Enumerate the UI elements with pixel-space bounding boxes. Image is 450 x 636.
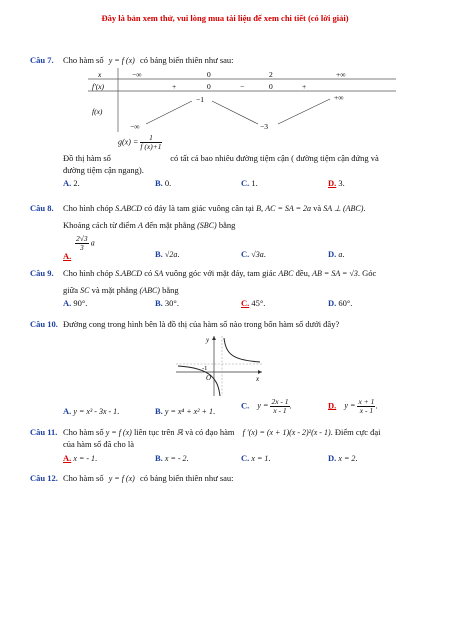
question-7-line-1: Đồ thị hàm số có tất cả bao nhiêu đường tiệm cận ( đường tiệm cận đứng và	[63, 153, 379, 163]
f-value-2: −1	[196, 95, 204, 104]
graph-neg-one-label: -1	[202, 365, 208, 372]
q9-option-b[interactable]: B. 30°.	[155, 298, 179, 308]
x-value-4: +∞	[336, 70, 346, 79]
q7-option-d-correct[interactable]: D. 3.	[328, 178, 345, 188]
f-value-4: +∞	[334, 93, 344, 102]
question-11-line-1: Cho hàm số y = f (x) liên tục trên ℝ và có đạo hàm f ′(x) = (x + 1)(x - 2)²(x - 1). Điểm cực đại	[63, 427, 381, 437]
sign-4: 0	[269, 82, 273, 91]
graph-y-label: y	[206, 336, 210, 344]
question-12-stem: Cho hàm số y = f (x) có bảng biến thiên như sau:	[63, 473, 234, 483]
table-x-label: x	[98, 70, 102, 79]
q7-option-a[interactable]: A. 2.	[63, 178, 80, 188]
graph-x-label: x	[256, 375, 260, 383]
table-deriv-label: f′(x)	[92, 82, 105, 91]
question-8-line-2: Khoảng cách từ điểm A đến mặt phẳng (SBC) bằng	[63, 220, 236, 230]
hyperbola-graph-q10	[174, 334, 264, 398]
q8-option-a-correct[interactable]: $\frac{2√3}{3}$ a	[76, 234, 95, 252]
graph-origin-label: O	[206, 374, 212, 382]
table-func-label: f(x)	[92, 107, 103, 116]
q10-option-a[interactable]: A. y = x³ - 3x - 1.	[63, 406, 120, 416]
question-8-line-1: Cho hình chóp S.ABCD có đáy là tam giác vuông cân tại B, AC = SA = 2a và SA ⊥ (ABC).	[63, 203, 366, 213]
q11-option-d[interactable]: D. x = 2.	[328, 453, 358, 463]
q11-option-c[interactable]: C. x = 1.	[241, 453, 271, 463]
question-7-stem: Cho hàm số y = f (x) có bảng biến thiên như sau:	[63, 55, 234, 65]
q10-option-c[interactable]: C. y = $\frac{2x - 1}{x - 1}$ .	[241, 397, 292, 415]
q7-option-c[interactable]: C. 1.	[241, 178, 258, 188]
question-12-number: Câu 12.	[30, 473, 58, 483]
q8-option-c[interactable]: C. √3a.	[241, 249, 266, 259]
sign-5: +	[302, 82, 307, 91]
q7-option-b[interactable]: B. 0.	[155, 178, 172, 188]
x-value-3: 2	[269, 70, 273, 79]
x-value-1: −∞	[132, 70, 142, 79]
q8-option-a-label[interactable]: A.	[63, 251, 72, 261]
question-7-number: Câu 7.	[30, 55, 54, 65]
g-function-definition: g(x) = $\frac{1}{f (x)+1}$	[118, 133, 162, 151]
q8-option-b[interactable]: B. √2a.	[155, 249, 180, 259]
question-11-number: Câu 11.	[30, 427, 58, 437]
question-10-stem: Đường cong trong hình bên là đồ thị của hàm số nào trong bốn hàm số dưới đây?	[63, 319, 340, 329]
question-9-line-1: Cho hình chóp S.ABCD có SA vuông góc với mặt đáy, tam giác ABC đều, AB = SA = √3. Góc	[63, 268, 377, 278]
q8-option-d[interactable]: D. a.	[328, 249, 345, 259]
variation-table-q7	[88, 68, 396, 132]
f-value-3: −3	[260, 122, 268, 131]
q11-option-b[interactable]: B. x = - 2.	[155, 453, 189, 463]
question-8-number: Câu 8.	[30, 203, 54, 213]
q10-option-b[interactable]: B. y = x⁴ + x² + 1.	[155, 406, 216, 416]
sign-3: −	[240, 82, 245, 91]
preview-banner: Đây là bản xem thử, vui lòng mua tài liệu để xem chi tiết (có lời giải)	[101, 13, 349, 23]
q9-option-a[interactable]: A. 90°.	[63, 298, 88, 308]
question-10-number: Câu 10.	[30, 319, 58, 329]
sign-1: +	[172, 82, 177, 91]
q9-option-c-correct[interactable]: C. 45°.	[241, 298, 266, 308]
question-9-number: Câu 9.	[30, 268, 54, 278]
question-7-line-2: đường tiệm cận ngang).	[63, 165, 144, 175]
q10-option-d-correct[interactable]: D. y = $\frac{x + 1}{x - 1}$ .	[328, 397, 378, 415]
q9-option-d[interactable]: D. 60°.	[328, 298, 353, 308]
question-11-line-2: của hàm số đã cho là	[63, 439, 135, 449]
x-value-2: 0	[207, 70, 211, 79]
q11-option-a-correct[interactable]: A. x = - 1.	[63, 453, 98, 463]
sign-2: 0	[207, 82, 211, 91]
question-9-line-2: giữa SC và mặt phẳng (ABC) bằng	[63, 285, 179, 295]
f-value-1: −∞	[130, 122, 140, 131]
